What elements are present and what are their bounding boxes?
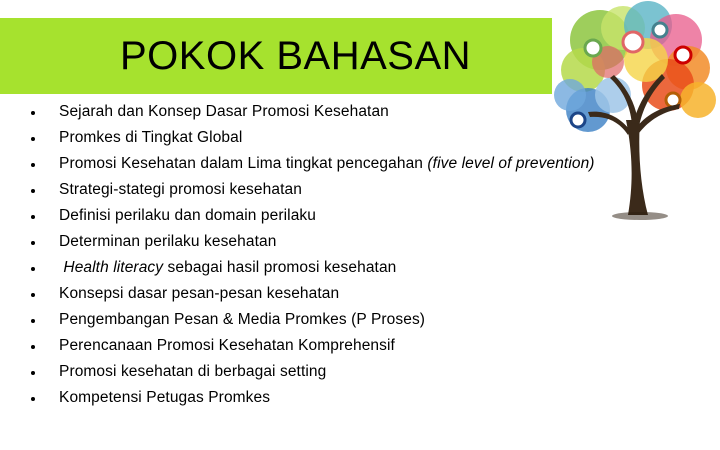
bullet-dot <box>31 111 35 115</box>
bullet-dot <box>31 137 35 141</box>
list-item-text: Definisi perilaku dan domain perilaku <box>59 207 317 224</box>
bullet-dot <box>31 163 35 167</box>
list-item-text: Pengembangan Pesan & Media Promkes (P Proses) <box>59 311 426 328</box>
list-item-text: Kompetensi Petugas Promkes <box>59 389 271 406</box>
list-item-text: Promkes di Tingkat Global <box>59 129 243 146</box>
bullet-dot <box>31 319 35 323</box>
list-item <box>0 230 720 256</box>
list-item-italic: Health literacy <box>59 259 164 276</box>
list-item-plain: sebagai hasil promosi kesehatan <box>163 259 397 276</box>
bullet-dot <box>31 189 35 193</box>
list-item-text: Promosi kesehatan di berbagai setting <box>59 363 327 380</box>
list-item-text <box>59 154 595 174</box>
tree-shadow <box>612 212 668 220</box>
bullet-dot <box>31 241 35 245</box>
bullet-dot <box>31 371 35 375</box>
list-item-text: Perencanaan Promosi Kesehatan Komprehensif <box>59 337 395 354</box>
list-item-plain: Promosi Kesehatan dalam Lima tingkat pencegahan <box>59 155 428 172</box>
list-item <box>0 386 720 412</box>
list-item <box>0 308 720 334</box>
list-item-italic: (five level of prevention) <box>427 155 595 172</box>
list-item <box>0 282 720 308</box>
list-item <box>0 360 720 386</box>
bullet-dot <box>31 215 35 219</box>
bullet-dot <box>31 397 35 401</box>
slide-title: POKOK BAHASAN <box>120 34 472 78</box>
bullet-dot <box>31 345 35 349</box>
bullet-dot <box>31 267 35 271</box>
list-item-text: Determinan perilaku kesehatan <box>59 233 277 250</box>
list-item-text: Sejarah dan Konsep Dasar Promosi Kesehatan <box>59 103 389 120</box>
list-item-text: Strategi-stategi promosi kesehatan <box>59 181 302 198</box>
bullet-dot <box>31 293 35 297</box>
list-item-text <box>59 258 396 278</box>
four-seasons-tree-illustration <box>548 0 720 230</box>
list-item <box>0 334 720 360</box>
list-item-text: Konsepsi dasar pesan-pesan kesehatan <box>59 285 340 302</box>
list-item <box>0 256 720 282</box>
